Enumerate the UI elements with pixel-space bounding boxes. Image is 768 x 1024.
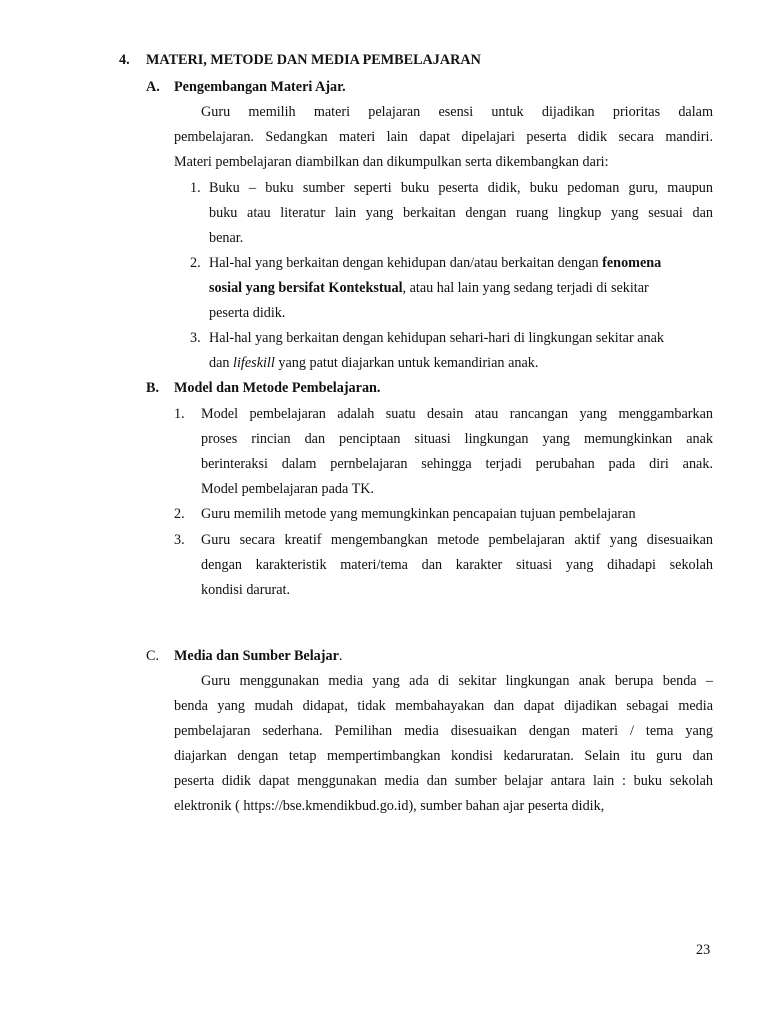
sub-a-para-line: Materi pembelajaran diambilkan dan dikumpulkan serta dikembangkan dari: (174, 154, 609, 170)
sub-b-item1-line: proses rincian dan penciptaan situasi lingkungan yang memungkinkan anak (201, 431, 713, 447)
sub-a-title: Pengembangan Materi Ajar. (174, 79, 346, 95)
sub-c-para-line: peserta didik dapat menggunakan media dan sumber belajar antara lain : buku sekolah (174, 773, 713, 789)
sub-b-item1-num: 1. (174, 406, 185, 422)
sub-a-item2-line3: peserta didik. (209, 305, 286, 321)
sub-a-item3-line2 (209, 354, 538, 372)
sub-a-item3-num: 3. (190, 330, 201, 346)
sub-a-marker: A. (146, 79, 160, 95)
section-number: 4. (119, 52, 130, 68)
sub-b-title: Model dan Metode Pembelajaran. (174, 380, 381, 396)
sub-a-item2-num: 2. (190, 255, 201, 271)
sub-b-item3-line: dengan karakteristik materi/tema dan karakter situasi yang dihadapi sekolah (201, 557, 713, 573)
sub-b-item2-num: 2. (174, 506, 185, 522)
sub-b-item1-line: berinteraksi dalam pernbelajaran sehingga terjadi perubahan pada diri anak. (201, 456, 713, 472)
sub-c-para-line: pembelajaran sederhana. Pemilihan media disesuaikan dengan materi / tema yang (174, 723, 713, 739)
sub-a-item1-line: benar. (209, 230, 244, 246)
sub-c-title-suffix: . (338, 648, 343, 664)
sub-b-item3-line: Guru secara kreatif mengembangkan metode pembelajaran aktif yang disesuaikan (201, 532, 713, 548)
sub-a-item3-line2-post: yang patut diajarkan untuk kemandirian anak. (274, 355, 539, 371)
sub-c-para-line: diajarkan dengan tetap mempertimbangkan kondisi kedaruratan. Selain itu guru dan (174, 748, 713, 764)
sub-c-title: Media dan Sumber Belajar (174, 648, 339, 664)
sub-a-item1-line: Buku – buku sumber seperti buku peserta didik, buku pedoman guru, maupun (209, 180, 713, 196)
sub-a-item1-num: 1. (190, 180, 201, 196)
sub-a-item2-line2-bold: sosial yang bersifat Kontekstual (209, 280, 403, 296)
sub-c-marker: C. (146, 648, 160, 664)
sub-a-item3-line2-pre: dan (209, 355, 234, 371)
sub-c-para-line: benda yang mudah didapat, tidak membahayakan dan dapat dijadikan sebagai media (174, 698, 713, 714)
sub-b-item2-line: Guru memilih metode yang memungkinkan pencapaian tujuan pembelajaran (201, 506, 636, 522)
sub-a-item2-line2 (209, 279, 649, 297)
sub-c-para-line: elektronik ( https://bse.kmendikbud.go.id), sumber bahan ajar peserta didik, (174, 798, 605, 814)
section-title: MATERI, METODE DAN MEDIA PEMBELAJARAN (146, 52, 481, 68)
page-number: 23 (696, 942, 711, 958)
sub-a-para-line: pembelajaran. Sedangkan materi lain dapat dipelajari peserta didik secara mandiri. (174, 129, 713, 145)
sub-c-para-line: Guru menggunakan media yang ada di sekitar lingkungan anak berupa benda – (201, 673, 713, 689)
sub-a-item2-line1-text: Hal-hal yang berkaitan dengan kehidupan dan/atau berkaitan dengan (209, 255, 603, 271)
sub-a-item2-line1 (209, 254, 661, 272)
sub-a-item3-line1: Hal-hal yang berkaitan dengan kehidupan sehari-hari di lingkungan sekitar anak (209, 330, 665, 346)
sub-a-item1-line: buku atau literatur lain yang berkaitan dengan ruang lingkup yang sesuai dan (209, 205, 713, 221)
sub-b-item1-line: Model pembelajaran adalah suatu desain atau rancangan yang menggambarkan (201, 406, 713, 422)
sub-c-title-line (174, 647, 342, 665)
sub-b-item3-num: 3. (174, 532, 185, 548)
sub-a-item3-line2-italic: lifeskill (233, 355, 275, 371)
sub-b-marker: B. (146, 380, 160, 396)
sub-a-para-line: Guru memilih materi pelajaran esensi untuk dijadikan prioritas dalam (201, 104, 713, 120)
sub-b-item3-line: kondisi darurat. (201, 582, 291, 598)
sub-a-item2-line1-bold: fenomena (602, 255, 662, 271)
sub-b-item1-line: Model pembelajaran pada TK. (201, 481, 375, 497)
sub-a-item2-line2-text: , atau hal lain yang sedang terjadi di sekitar (402, 280, 649, 296)
